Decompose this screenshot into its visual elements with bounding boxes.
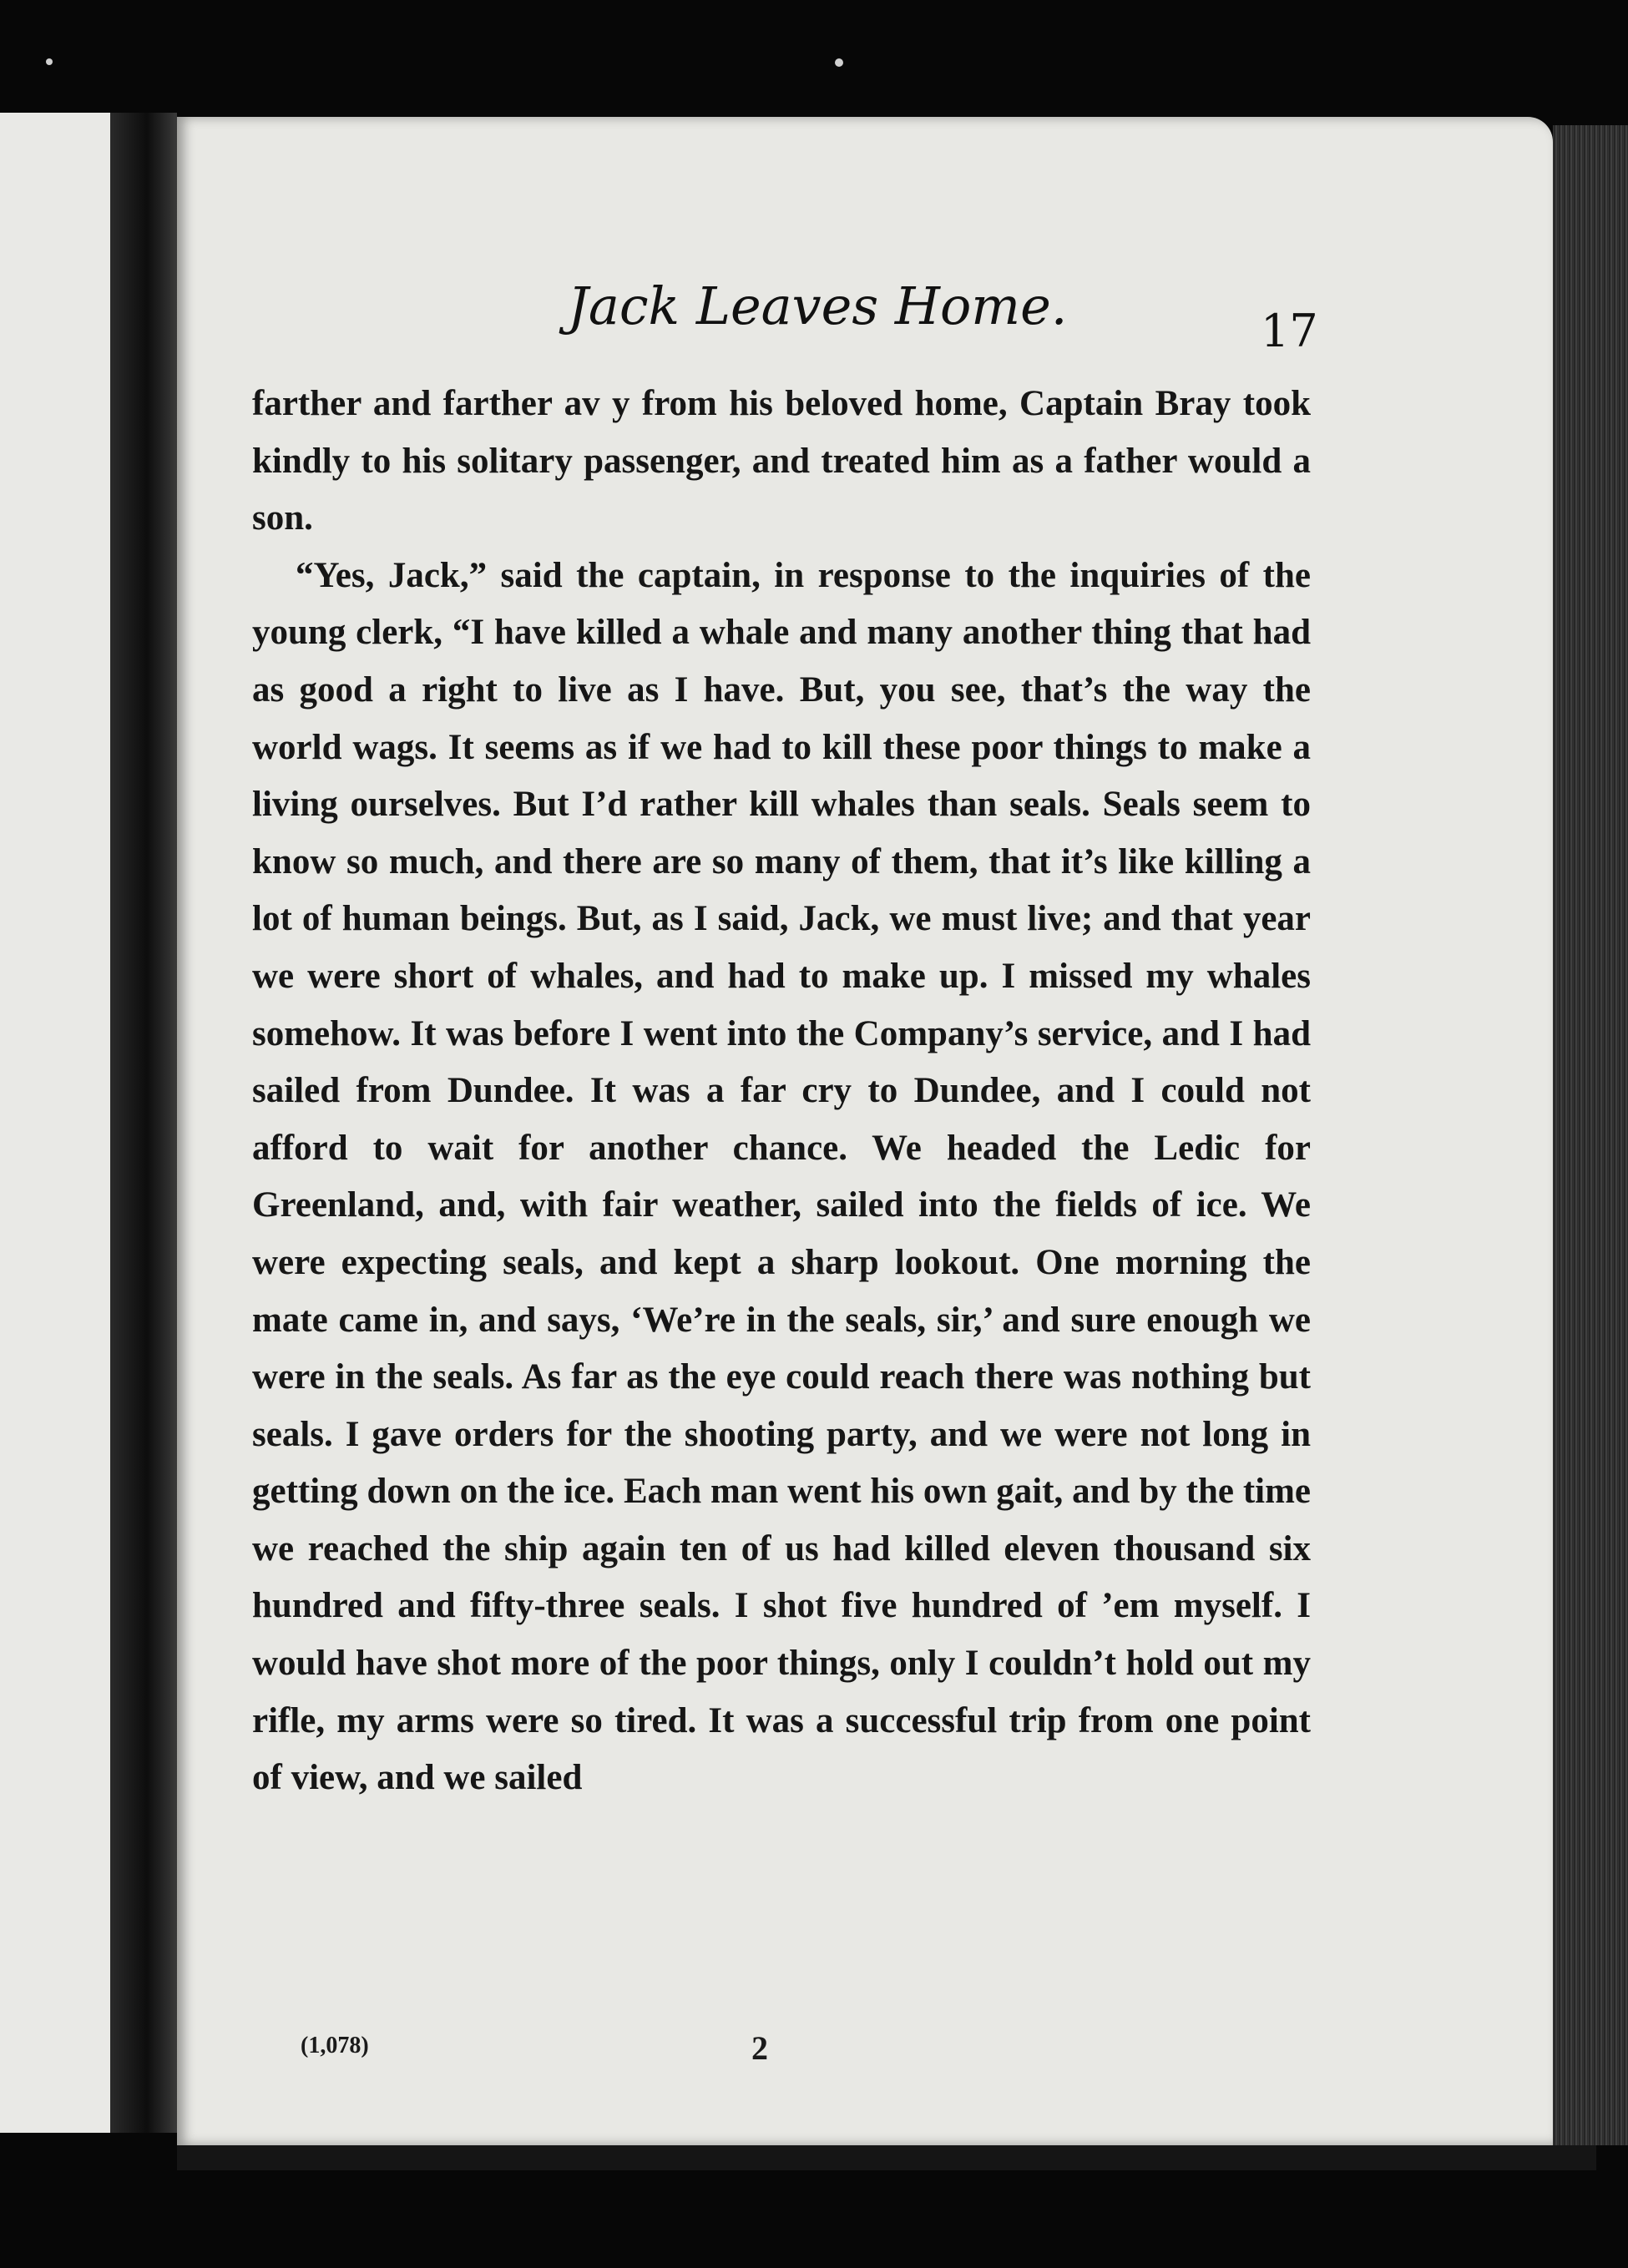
page-number: 17	[1261, 305, 1318, 357]
paragraph-2: “Yes, Jack,” said the captain, in response to the inquiries of the young clerk, “I have killed a whale and many another thing that had as good a right to live as I have. But, you see, that’s the way the world wags. It seems as if we had to kill these poor things to make a living ourselves. But I’d rather kill whales than seals. Seals seem to know so much, and there are so many of them, that it’s like killing a lot of human beings. But, as I said, Jack, we must live; and that year we were short of whales, and had to make up. I missed my whales somehow. It was before I went into the Company’s service, and I had sailed from Dundee. It was a far cry to Dundee, and I could not afford to wait for another chance. We headed the Ledic for Greenland, and, with fair weather, sailed into the fields of ice. We were expecting seals, and kept a sharp lookout. One morning the mate came in, and says, ‘We’re in the seals, sir,’ and sure enough we were in the seals. As far as the eye could reach there was nothing but seals. I gave orders for the shooting party, and we were not long in getting down on the ice. Each man went his own gait, and by the time we reached the ship again ten of us had killed eleven thousand six hundred and fifty-three seals. I shot five hundred of ’em myself. I would have shot more of the poor things, only I couldn’t hold out my rifle, my arms were so tired. It was a successful trip from one point of view, and we sailed	[252, 555, 1311, 1798]
signature-letter: 2	[751, 2029, 768, 2067]
page-fore-edge	[1553, 125, 1628, 2145]
dust-speck	[835, 58, 843, 67]
gutter-shadow	[110, 113, 177, 2133]
facing-page-edge	[0, 113, 117, 2133]
signature-number: (1,078)	[301, 2033, 369, 2058]
page-bottom-edge	[177, 2145, 1596, 2170]
paragraph-1: farther and farther av y from his beloved home, Captain Bray took kindly to his solitary passenger, and treated him as a father would a son.	[252, 384, 1311, 538]
body-text	[252, 376, 1311, 1807]
running-head: Jack Leaves Home.	[568, 275, 1068, 336]
dust-speck	[46, 58, 53, 65]
